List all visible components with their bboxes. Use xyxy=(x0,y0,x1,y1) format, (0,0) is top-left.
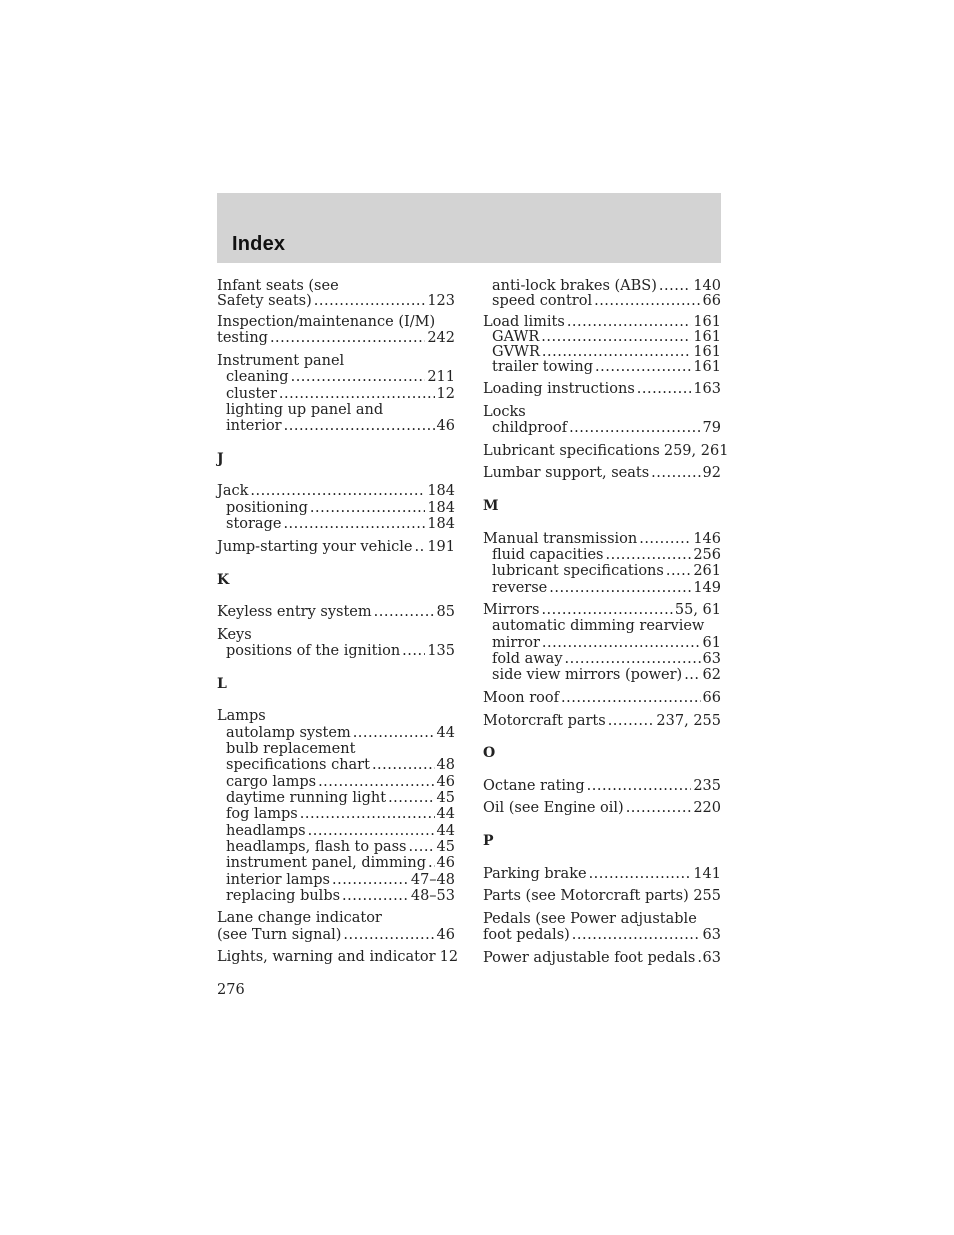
section-letter-heading xyxy=(483,833,721,850)
entry-page-number: 63 xyxy=(702,950,721,966)
entry-page-number: 46 xyxy=(436,855,455,871)
dot-leader xyxy=(308,823,435,840)
index-entry xyxy=(217,330,455,347)
section-letter: O xyxy=(483,745,496,761)
entry-page-number: 63 xyxy=(702,651,721,667)
index-subentry xyxy=(483,547,721,564)
entry-page-number: 140 xyxy=(693,278,721,294)
index-subentry xyxy=(217,774,455,791)
entry-page-number: 45 xyxy=(436,839,455,855)
index-subentry xyxy=(483,580,721,597)
entry-page-number: 46 xyxy=(436,774,455,790)
entry-page-number: 55, 61 xyxy=(674,602,721,618)
entry-page-number: 220 xyxy=(693,800,721,816)
entry-text: lubricant specifications xyxy=(492,563,664,579)
dot-leader xyxy=(595,359,691,376)
dot-leader xyxy=(608,713,655,730)
entry-page-number: 184 xyxy=(427,500,455,516)
dot-leader xyxy=(314,293,426,310)
index-entry xyxy=(217,927,455,944)
entry-text: interior xyxy=(226,418,282,434)
section-letter-heading xyxy=(483,745,721,762)
index-entry xyxy=(217,949,459,966)
index-entry xyxy=(483,888,721,905)
dot-leader xyxy=(372,757,435,774)
dot-leader xyxy=(684,667,700,684)
page-number: 276 xyxy=(217,982,245,998)
index-entry xyxy=(483,381,721,398)
dot-leader xyxy=(270,330,425,347)
index-entry xyxy=(483,713,721,730)
dot-leader xyxy=(587,778,692,795)
entry-text: fluid capacities xyxy=(492,547,604,563)
entry-page-number: 163 xyxy=(693,381,721,397)
entry-text: replacing bulbs xyxy=(226,888,341,904)
entry-page-number: 47–48 xyxy=(410,872,455,888)
entry-page-number: 235 xyxy=(693,778,721,794)
entry-text: autolamp system xyxy=(226,725,351,741)
entry-page-number: 256 xyxy=(693,547,721,563)
dot-leader xyxy=(402,643,425,660)
dot-leader xyxy=(572,927,701,944)
index-entry xyxy=(483,911,721,928)
index-subentry xyxy=(483,293,721,310)
index-subentry xyxy=(217,418,455,435)
index-subentry xyxy=(483,618,721,635)
dot-leader xyxy=(353,725,435,742)
index-subentry xyxy=(217,741,455,758)
index-subentry xyxy=(217,839,455,856)
dot-leader xyxy=(637,381,692,398)
entry-text: Keyless entry system xyxy=(217,604,372,620)
entry-text: positioning xyxy=(226,500,308,516)
entry-page-number: 237, 255 xyxy=(656,713,721,729)
entry-text: cluster xyxy=(226,386,277,402)
entry-text: testing xyxy=(217,330,268,346)
entry-text: Keys xyxy=(217,627,252,643)
section-letter: K xyxy=(217,572,230,588)
index-header-bar xyxy=(217,193,721,263)
entry-text: trailer towing xyxy=(492,359,594,375)
index-entry xyxy=(483,800,721,817)
entry-text: foot pedals) xyxy=(483,927,570,943)
index-entry xyxy=(483,950,721,967)
entry-text: reverse xyxy=(492,580,548,596)
section-letter-heading xyxy=(217,572,455,589)
section-letter: M xyxy=(483,498,499,514)
entry-page-number: 259, 261 xyxy=(663,443,729,459)
index-entry xyxy=(217,910,455,927)
entry-text: positions of the ignition xyxy=(226,643,401,659)
index-subentry xyxy=(217,872,455,889)
index-subentry xyxy=(217,888,455,905)
entry-page-number: 146 xyxy=(693,531,721,547)
index-entry xyxy=(217,627,455,644)
dot-leader xyxy=(332,872,409,889)
dot-leader xyxy=(415,539,426,556)
index-entry xyxy=(217,293,455,310)
index-subentry xyxy=(217,516,455,533)
entry-text: Lights, warning and indicator xyxy=(217,949,436,965)
dot-leader xyxy=(589,866,692,883)
index-subentry xyxy=(217,855,455,872)
entry-text: Locks xyxy=(483,404,526,420)
entry-text: storage xyxy=(226,516,282,532)
entry-page-number: 48–53 xyxy=(410,888,455,904)
entry-page-number: 92 xyxy=(702,465,721,481)
entry-text: Pedals (see Power adjustable xyxy=(483,911,697,927)
index-entry xyxy=(217,708,455,725)
entry-page-number: 161 xyxy=(693,344,721,360)
entry-text: Loading instructions xyxy=(483,381,635,397)
entry-text: bulb replacement xyxy=(226,741,356,757)
entry-page-number: 63 xyxy=(702,927,721,943)
entry-page-number: 46 xyxy=(436,418,455,434)
entry-page-number: 149 xyxy=(693,580,721,596)
entry-text: Power adjustable foot pedals xyxy=(483,950,696,966)
index-entry xyxy=(483,866,721,883)
entry-text: Lumbar support, seats xyxy=(483,465,650,481)
entry-page-number: 85 xyxy=(436,604,455,620)
entry-page-number: 161 xyxy=(693,359,721,375)
entry-text: Lane change indicator xyxy=(217,910,382,926)
entry-text: Inspection/maintenance (I/M) xyxy=(217,314,436,330)
entry-text: fold away xyxy=(492,651,563,667)
dot-leader xyxy=(428,855,435,872)
index-subentry xyxy=(217,369,455,386)
dot-leader xyxy=(388,790,434,807)
entry-text: Safety seats) xyxy=(217,293,312,309)
entry-page-number: 191 xyxy=(427,539,455,555)
entry-text: (see Turn signal) xyxy=(217,927,342,943)
dot-leader xyxy=(561,690,701,707)
index-entry xyxy=(217,604,455,621)
entry-text: Lubricant specifications xyxy=(483,443,660,459)
entry-page-number: 184 xyxy=(427,483,455,499)
index-entry xyxy=(483,778,721,795)
entry-text: instrument panel, dimming xyxy=(226,855,426,871)
entry-text: automatic dimming rearview xyxy=(492,618,705,634)
entry-page-number: 66 xyxy=(702,690,721,706)
entry-text: Load limits xyxy=(483,314,565,330)
dot-leader xyxy=(283,516,425,533)
entry-text: mirror xyxy=(492,635,540,651)
entry-text: interior lamps xyxy=(226,872,330,888)
index-subentry xyxy=(217,402,455,419)
dot-leader xyxy=(651,465,700,482)
index-entry xyxy=(217,353,455,370)
entry-text: lighting up panel and xyxy=(226,402,384,418)
dot-leader xyxy=(310,500,425,517)
entry-text: speed control xyxy=(492,293,593,309)
entry-page-number: 12 xyxy=(439,949,459,965)
index-entry xyxy=(483,927,721,944)
entry-page-number: 44 xyxy=(436,725,455,741)
entry-page-number: 261 xyxy=(693,563,721,579)
entry-page-number: 12 xyxy=(436,386,455,402)
entry-text: Infant seats (see xyxy=(217,278,339,294)
entry-page-number: 141 xyxy=(693,866,721,882)
dot-leader xyxy=(666,563,691,580)
dot-leader xyxy=(542,635,701,652)
entry-text: childproof xyxy=(492,420,568,436)
index-subentry xyxy=(217,790,455,807)
entry-page-number: 61 xyxy=(702,635,721,651)
entry-page-number: 66 xyxy=(702,293,721,309)
entry-text: Lamps xyxy=(217,708,266,724)
entry-text: Moon roof xyxy=(483,690,560,706)
entry-page-number: 79 xyxy=(702,420,721,436)
dot-leader xyxy=(284,418,435,435)
entry-page-number: 46 xyxy=(436,927,455,943)
entry-text: Parking brake xyxy=(483,866,587,882)
entry-page-number: 242 xyxy=(427,330,455,346)
index-subentry xyxy=(483,635,721,652)
dot-leader xyxy=(409,839,435,856)
section-letter-heading xyxy=(217,676,455,693)
dot-leader xyxy=(250,483,425,500)
index-entry xyxy=(483,404,721,421)
entry-text: cleaning xyxy=(226,369,289,385)
entry-text: cargo lamps xyxy=(226,774,317,790)
entry-text: fog lamps xyxy=(226,806,298,822)
entry-page-number: 161 xyxy=(693,329,721,345)
dot-leader xyxy=(549,580,691,597)
index-subentry xyxy=(217,757,455,774)
entry-page-number: 135 xyxy=(427,643,455,659)
entry-page-number: 255 xyxy=(693,888,721,904)
entry-text: daytime running light xyxy=(226,790,387,806)
section-letter: P xyxy=(483,833,494,849)
index-subentry xyxy=(483,563,721,580)
entry-page-number: 44 xyxy=(436,823,455,839)
entry-text: Oil (see Engine oil) xyxy=(483,800,624,816)
entry-text: Jump-starting your vehicle xyxy=(217,539,413,555)
dot-leader xyxy=(300,806,435,823)
index-entry xyxy=(483,531,721,548)
index-entry xyxy=(217,539,455,556)
index-entry xyxy=(483,690,721,707)
index-entry xyxy=(483,602,721,619)
entry-text: headlamps, flash to pass xyxy=(226,839,407,855)
dot-leader xyxy=(318,774,434,791)
index-subentry xyxy=(483,359,721,376)
dot-leader xyxy=(565,651,701,668)
dot-leader xyxy=(605,547,691,564)
index-entry xyxy=(217,483,455,500)
dot-leader xyxy=(541,602,672,619)
entry-text: Instrument panel xyxy=(217,353,345,369)
section-letter: J xyxy=(217,451,224,467)
entry-page-number: 48 xyxy=(436,757,455,773)
index-subentry xyxy=(483,651,721,668)
entry-text: Parts (see Motorcraft parts) xyxy=(483,888,689,904)
dot-leader xyxy=(342,888,409,905)
index-entry xyxy=(217,314,455,331)
dot-leader xyxy=(291,369,426,386)
dot-leader xyxy=(639,531,691,548)
entry-text: Mirrors xyxy=(483,602,540,618)
entry-page-number: 44 xyxy=(436,806,455,822)
dot-leader xyxy=(594,293,700,310)
dot-leader xyxy=(626,800,692,817)
entry-text: specifications chart xyxy=(226,757,370,773)
dot-leader xyxy=(697,950,700,967)
index-subentry xyxy=(217,823,455,840)
entry-text: Octane rating xyxy=(483,778,585,794)
index-subentry xyxy=(217,500,455,517)
entry-text: GVWR xyxy=(492,344,540,360)
entry-page-number: 62 xyxy=(702,667,721,683)
index-subentry xyxy=(483,420,721,437)
index-subentry xyxy=(217,806,455,823)
index-subentry xyxy=(217,386,455,403)
index-entry xyxy=(483,465,721,482)
entry-text: headlamps xyxy=(226,823,306,839)
entry-page-number: 161 xyxy=(693,314,721,330)
dot-leader xyxy=(569,420,700,437)
section-letter-heading xyxy=(217,451,455,468)
index-subentry xyxy=(217,725,455,742)
entry-page-number: 45 xyxy=(436,790,455,806)
entry-page-number: 211 xyxy=(427,369,455,385)
dot-leader xyxy=(374,604,435,621)
entry-text: anti-lock brakes (ABS) xyxy=(492,278,657,294)
entry-text: side view mirrors (power) xyxy=(492,667,683,683)
section-letter: L xyxy=(217,676,227,692)
dot-leader xyxy=(691,888,692,905)
section-letter-heading xyxy=(483,498,721,515)
entry-text: Manual transmission xyxy=(483,531,638,547)
page-title: Index xyxy=(232,233,286,255)
index-subentry xyxy=(217,643,455,660)
entry-page-number: 123 xyxy=(427,293,455,309)
index-subentry xyxy=(483,667,721,684)
entry-text: Motorcraft parts xyxy=(483,713,606,729)
entry-page-number: 184 xyxy=(427,516,455,532)
entry-text: GAWR xyxy=(492,329,540,345)
index-entry xyxy=(483,443,729,460)
dot-leader xyxy=(343,927,434,944)
dot-leader xyxy=(279,386,435,403)
entry-text: Jack xyxy=(217,483,249,499)
